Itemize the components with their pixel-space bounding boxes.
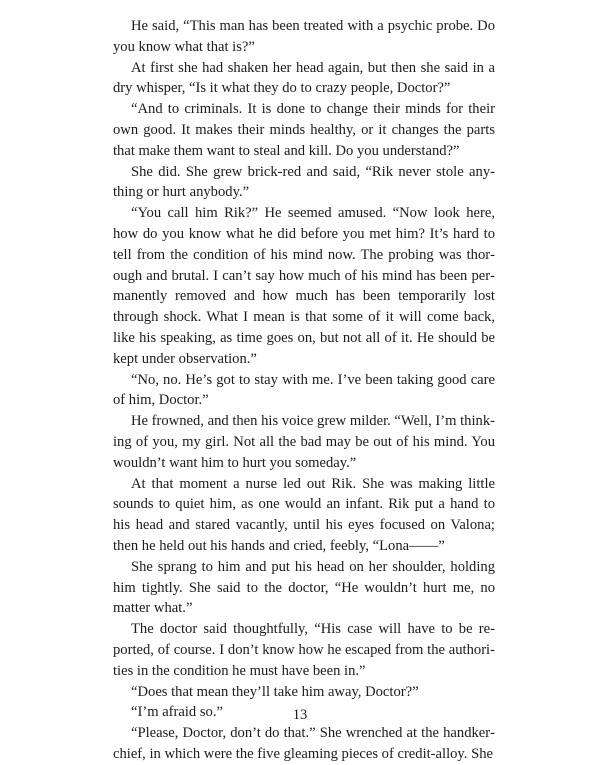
paragraph: “And to criminals. It is done to change their minds for their own good. It makes their minds healthy, or it changes the parts that make them want to steal and kill. Do you understand?” (113, 101, 495, 159)
paragraph: At that moment a nurse led out Rik. She was making little sounds to quiet him, as one would an infant. Rik put a hand to his head and stared vacantly, until his eyes focused on Valona; then he held out his hands and cried, feebly, “Lona——” (113, 475, 495, 554)
paragraph: He said, “This man has been treated with a psychic probe. Do you know what that is?” (113, 18, 495, 55)
paragraph: The doctor said thoughtfully, “His case will have to be reported, of course. I don’t know how he escaped from the authorities in the condition he must have been in.” (113, 621, 495, 679)
page-number: 13 (292, 707, 308, 723)
paragraph: “You call him Rik?” He seemed amused. “Now look here, how do you know what he did before you met him? It’s hard to tell from the condition of his mind now. The probing was thorough and brutal. I can’t say how much of his mind has been permanently removed and how much has been temporarily lost through shock. What I mean is that some of it will come back, like his speaking, as time goes on, but not all of it. He should be kept under observation.” (113, 205, 495, 367)
paragraph: “Please, Doctor, don’t do that.” She wrenched at the handkerchief, in which were the five gleaming pieces of credit-alloy. She (113, 725, 495, 762)
paragraph: He frowned, and then his voice grew milder. “Well, I’m thinking of you, my girl. Not all the bad may be out of his mind. You wouldn’t want him to hurt you someday.” (113, 413, 495, 471)
paragraph: She did. She grew brick-red and said, “Rik never stole anything or hurt anybody.” (113, 163, 495, 201)
paragraph: She sprang to him and put his head on her shoulder, holding him tightly. She said to the doctor, “He wouldn’t hurt me, no matter what.” (113, 558, 495, 617)
paragraph: “I’m afraid so.” (131, 704, 223, 721)
body-text (113, 16, 495, 765)
paragraph: “Does that mean they’ll take him away, Doctor?” (131, 683, 419, 700)
paragraph: At first she had shaken her head again, but then she said in a dry whisper, “Is it what they do to crazy people, Doctor?” (113, 59, 495, 97)
paragraph: “No, no. He’s got to stay with me. I’ve been taking good care of him, Doctor.” (113, 371, 495, 409)
